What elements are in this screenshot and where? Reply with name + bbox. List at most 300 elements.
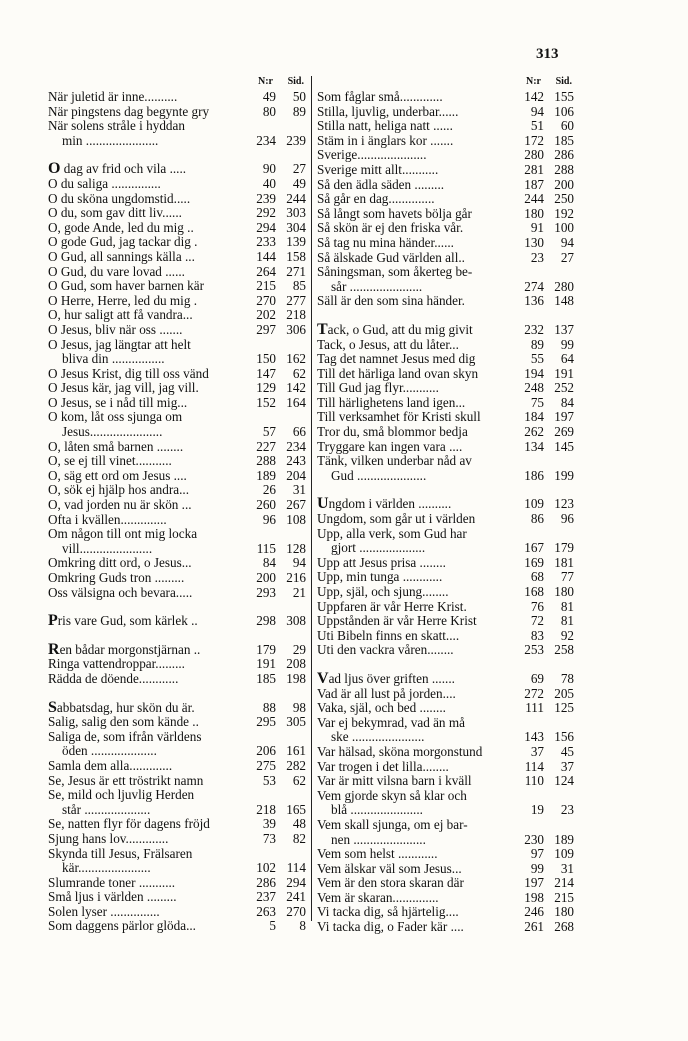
entry-title: O Jesus kär, jag vill, jag vill. [48, 380, 199, 396]
section-initial: T [317, 320, 328, 338]
entry-title: Vem skall sjunga, om ej bar- [317, 816, 468, 832]
entry-sid: 277 [286, 292, 306, 308]
entry-title: Ringa vattendroppar......... [48, 656, 185, 672]
entry-sid: 164 [286, 394, 306, 410]
index-entry [317, 669, 574, 687]
entry-title: O Jesus, bliv när oss ....... [48, 321, 183, 337]
column-divider [311, 76, 312, 921]
index-entry [48, 396, 306, 411]
entry-title: Uti den vackra våren........ [317, 642, 454, 658]
entry-sid: 271 [286, 263, 306, 279]
entry-title: Sabbatsdag, hur skön du är. [48, 698, 195, 716]
index-entry [48, 410, 306, 439]
index-entry [317, 629, 574, 644]
entry-nr: 136 [524, 293, 544, 309]
entry-sid: 31 [560, 860, 574, 876]
entry-title: Ungdom, som går ut i världen [317, 511, 476, 527]
entry-nr: 197 [524, 875, 544, 891]
index-entry [48, 162, 306, 177]
entry-title: Oss välsigna och bevara..... [48, 584, 193, 600]
entry-sid: 185 [554, 132, 574, 148]
index-list-left [48, 90, 306, 934]
index-entry [48, 440, 306, 455]
entry-title: Upp, min tunga ............ [317, 569, 443, 585]
index-entry [317, 818, 574, 847]
entry-sid: 241 [286, 889, 306, 905]
header-nr: N:r [526, 76, 541, 87]
entry-sid: 180 [554, 584, 574, 599]
entry-nr: 147 [256, 365, 276, 381]
index-entry [48, 640, 306, 658]
entry-sid: 197 [554, 409, 574, 425]
entry-nr: 286 [256, 874, 276, 890]
entry-nr: 53 [262, 772, 276, 788]
entry-title-continued: ske ...................... [331, 729, 425, 745]
index-entry [317, 876, 574, 891]
entry-title: O gode Gud, jag tackar dig . [48, 234, 198, 250]
index-entry [317, 512, 574, 527]
index-entry [317, 134, 574, 149]
entry-sid: 114 [286, 860, 306, 876]
entry-sid: 156 [554, 729, 574, 745]
entry-sid: 123 [554, 496, 574, 512]
entry-title: Vem gjorde skyn så klar och [317, 787, 467, 803]
entry-sid: 269 [554, 424, 574, 440]
entry-title: Rädda de döende............ [48, 670, 179, 686]
entry-nr: 134 [524, 438, 544, 454]
index-entry [48, 730, 306, 759]
index-entry [48, 177, 306, 192]
entry-title: Till Gud jag flyr........... [317, 380, 439, 396]
index-entry [48, 483, 306, 498]
index-entry [48, 308, 306, 323]
entry-nr: 40 [262, 175, 276, 191]
entry-title: Till härlighetens land igen... [317, 394, 466, 410]
entry-sid: 165 [286, 801, 306, 817]
index-entry [48, 105, 306, 120]
index-entry [48, 454, 306, 469]
entry-title: O Jesus, se i nåd till mig... [48, 394, 188, 410]
entry-nr: 94 [530, 103, 544, 119]
entry-nr: 185 [256, 670, 276, 686]
index-entry [317, 570, 574, 585]
entry-title: Sverige mitt allt........... [317, 161, 439, 177]
entry-sid: 214 [554, 875, 574, 891]
entry-sid: 60 [560, 118, 574, 134]
index-entry [48, 817, 306, 832]
index-entry [48, 206, 306, 221]
entry-nr: 72 [530, 613, 544, 629]
entry-nr: 198 [524, 889, 544, 905]
entry-title: Upp att Jesus prisa ........ [317, 554, 446, 570]
entry-nr: 233 [256, 234, 276, 250]
index-entry [317, 294, 574, 309]
index-entry [48, 338, 306, 367]
index-list-right [317, 90, 574, 935]
entry-title: O, sök ej hjälp hos andra... [48, 482, 190, 498]
index-entry [48, 498, 306, 513]
entry-title: Var hälsad, sköna morgonstund [317, 743, 483, 759]
entry-sid: 128 [286, 540, 306, 556]
index-entry [48, 715, 306, 730]
entry-sid: 27 [292, 161, 306, 177]
entry-title: Vem är den stora skaran där [317, 875, 464, 891]
index-entry [48, 698, 306, 716]
entry-nr: 144 [256, 248, 276, 264]
entry-sid: 21 [292, 584, 306, 600]
entry-sid: 81 [560, 598, 574, 614]
entry-sid: 304 [286, 219, 306, 235]
entry-nr: 83 [530, 627, 544, 643]
entry-sid: 96 [560, 511, 574, 527]
entry-sid: 161 [286, 743, 306, 759]
entry-title: O, låten små barnen ........ [48, 438, 184, 454]
entry-sid: 64 [560, 351, 574, 367]
index-entry [48, 832, 306, 847]
entry-nr: 179 [256, 641, 276, 657]
entry-title: Uti Bibeln finns en skatt.... [317, 627, 460, 643]
entry-title: O, vad jorden nu är skön ... [48, 497, 192, 513]
entry-nr: 89 [530, 336, 544, 352]
section-initial: O [48, 160, 61, 178]
index-entry [317, 497, 574, 512]
header-nr: N:r [258, 76, 273, 87]
entry-title: Omkring Guds tron ......... [48, 570, 185, 585]
entry-title: O, gode Ande, led du mig .. [48, 219, 194, 235]
entry-title: Säll är den som sina händer. [317, 293, 465, 309]
index-entry [48, 235, 306, 250]
entry-nr: 76 [530, 598, 544, 614]
entry-nr: 295 [256, 714, 276, 730]
entry-sid: 216 [286, 570, 306, 585]
section-gap [48, 687, 306, 701]
entry-sid: 244 [286, 190, 306, 206]
entry-nr: 49 [262, 89, 276, 104]
index-entry [317, 352, 574, 367]
entry-sid: 280 [554, 278, 574, 294]
entry-title: Så skön är ej den friska vår. [317, 220, 464, 236]
entry-sid: 124 [554, 773, 574, 789]
entry-sid: 29 [292, 641, 306, 657]
entry-nr: 80 [262, 103, 276, 119]
entry-sid: 125 [554, 700, 574, 716]
entry-nr: 152 [256, 394, 276, 410]
entry-nr: 99 [530, 860, 544, 876]
entry-title: O, se ej till vinet........... [48, 453, 172, 469]
entry-sid: 49 [292, 175, 306, 191]
entry-title: Slumrande toner ........... [48, 874, 176, 890]
entry-title: Stäm in i änglars kor ....... [317, 132, 454, 148]
index-entry [48, 876, 306, 891]
entry-title: Till det härliga land ovan skyn [317, 365, 479, 381]
entry-nr: 281 [524, 161, 544, 177]
entry-title-continued: blå ...................... [331, 802, 423, 818]
entry-nr: 73 [262, 830, 276, 846]
entry-sid: 162 [286, 351, 306, 367]
entry-nr: 26 [262, 482, 276, 498]
entry-nr: 19 [530, 802, 544, 818]
entry-title: Tack, o Jesus, att du låter... [317, 336, 459, 352]
index-entry [48, 586, 306, 601]
entry-nr: 186 [524, 467, 544, 483]
index-entry [317, 454, 574, 483]
entry-title: Pris vare Gud, som kärlek .. [48, 612, 198, 630]
entry-sid: 94 [292, 555, 306, 571]
entry-title: O du saliga ............... [48, 175, 161, 191]
entry-title: Uppfaren är vår Herre Krist. [317, 598, 467, 614]
entry-title: Ren bådar morgonstjärnan .. [48, 640, 201, 658]
entry-nr: 110 [524, 773, 544, 789]
index-entry [317, 920, 574, 935]
index-entry [48, 250, 306, 265]
entry-nr: 111 [525, 700, 544, 716]
entry-title: Ungdom i världen .......... [317, 495, 452, 513]
entry-title: Sverige..................... [317, 147, 427, 163]
entry-title-continued: står .................... [62, 801, 151, 817]
entry-nr: 57 [262, 424, 276, 440]
index-entry [317, 367, 574, 382]
entry-title: Vad ljus över griften ....... [317, 669, 455, 687]
entry-nr: 264 [256, 263, 276, 279]
entry-nr: 109 [524, 496, 544, 512]
entry-title-continued: öden .................... [62, 743, 157, 759]
entry-nr: 37 [530, 743, 544, 759]
index-entry [317, 178, 574, 193]
entry-title: Saliga de, som ifrån världens [48, 728, 202, 744]
entry-sid: 306 [286, 321, 306, 337]
entry-sid: 200 [554, 176, 574, 192]
entry-title: Vi tacka dig, så hjärtelig.... [317, 904, 459, 920]
index-entry [317, 585, 574, 600]
entry-nr: 288 [256, 453, 276, 469]
index-entry [48, 221, 306, 236]
index-entry [48, 513, 306, 528]
index-entry [48, 774, 306, 789]
index-entry [317, 760, 574, 775]
entry-sid: 148 [554, 293, 574, 309]
entry-title: Skynda till Jesus, Frälsaren [48, 845, 193, 861]
entry-title-continued: kär...................... [62, 860, 151, 876]
entry-title: Vaka, själ, och bed ........ [317, 700, 446, 716]
entry-sid: 294 [286, 874, 306, 890]
entry-sid: 89 [292, 103, 306, 119]
entry-title: Tror du, små blommor bedja [317, 424, 468, 440]
index-entry [317, 221, 574, 236]
entry-nr: 55 [530, 351, 544, 367]
entry-title: Så tag nu mina händer...... [317, 234, 454, 250]
entry-nr: 86 [530, 511, 544, 527]
entry-title: O Gud, all sannings källa ... [48, 248, 195, 264]
index-entry [48, 119, 306, 148]
entry-title-continued: vill...................... [62, 540, 153, 556]
entry-nr: 102 [256, 860, 276, 876]
entry-sid: 77 [560, 569, 574, 585]
index-entry [48, 527, 306, 556]
page-number: 313 [536, 46, 559, 62]
entry-sid: 109 [554, 846, 574, 862]
entry-nr: 172 [524, 132, 544, 148]
entry-title: Var trogen i det lilla........ [317, 758, 449, 774]
entry-nr: 260 [256, 497, 276, 513]
entry-nr: 130 [524, 234, 544, 250]
entry-sid: 85 [292, 278, 306, 294]
index-entry [317, 527, 574, 556]
index-entry [317, 745, 574, 760]
entry-sid: 189 [554, 831, 574, 847]
entry-nr: 143 [524, 729, 544, 745]
index-entry [48, 367, 306, 382]
entry-title-continued: Gud ..................... [331, 467, 427, 483]
entry-title: Salig, salig den som kände .. [48, 714, 199, 730]
entry-title: Små ljus i världen ......... [48, 889, 177, 905]
entry-nr: 189 [256, 467, 276, 483]
entry-nr: 167 [524, 540, 544, 556]
entry-title: Omkring ditt ord, o Jesus... [48, 555, 192, 571]
entry-sid: 158 [286, 248, 306, 264]
entry-sid: 270 [286, 903, 306, 919]
index-entry [317, 701, 574, 716]
index-entry [48, 294, 306, 309]
entry-nr: 69 [530, 670, 544, 686]
entry-sid: 48 [292, 816, 306, 832]
index-entry [48, 571, 306, 586]
entry-sid: 288 [554, 161, 574, 177]
entry-nr: 206 [256, 743, 276, 759]
entry-title: Så älskade Gud världen all.. [317, 249, 465, 265]
index-entry [317, 600, 574, 615]
index-entry [48, 672, 306, 687]
entry-nr: 230 [524, 831, 544, 847]
entry-sid: 208 [286, 656, 306, 672]
entry-nr: 115 [256, 540, 276, 556]
index-column-left [48, 76, 306, 934]
entry-title: När pingstens dag begynte gry [48, 103, 210, 119]
entry-title: Upp, själ, och sjung........ [317, 584, 449, 599]
entry-sid: 252 [554, 380, 574, 396]
section-gap [48, 629, 306, 643]
entry-nr: 150 [256, 351, 276, 367]
entry-title: O Herre, Herre, led du mig . [48, 292, 198, 308]
section-initial: S [48, 698, 57, 716]
entry-nr: 248 [524, 380, 544, 396]
entry-sid: 234 [286, 438, 306, 454]
entry-nr: 91 [530, 220, 544, 236]
index-entry [48, 381, 306, 396]
index-entry [48, 265, 306, 280]
entry-title: Om någon till ont mig locka [48, 526, 198, 542]
entry-sid: 106 [554, 103, 574, 119]
entry-title: Som daggens pärlor glöda... [48, 918, 196, 934]
entry-sid: 99 [560, 336, 574, 352]
entry-title: O du sköna ungdomstid..... [48, 190, 191, 206]
index-entry [317, 425, 574, 440]
entry-nr: 96 [262, 511, 276, 527]
entry-nr: 75 [530, 394, 544, 410]
entry-sid: 94 [560, 234, 574, 250]
entry-sid: 205 [554, 685, 574, 701]
entry-nr: 262 [524, 424, 544, 440]
entry-nr: 184 [524, 409, 544, 425]
entry-sid: 100 [554, 220, 574, 236]
header-sid: Sid. [287, 76, 304, 87]
entry-title: Till verksamhet för Kristi skull [317, 409, 481, 425]
entry-title: Upp, alla verk, som Gud har [317, 525, 467, 541]
entry-title: Stilla natt, heliga natt ...... [317, 118, 453, 134]
entry-nr: 232 [524, 321, 544, 337]
entry-title: Se, Jesus är ett tröstrikt namn [48, 772, 204, 788]
entry-title: Såningsman, som åkerteg be- [317, 264, 473, 280]
entry-title: Vad är all lust på jorden.... [317, 685, 456, 701]
entry-sid: 37 [560, 758, 574, 774]
entry-sid: 180 [554, 904, 574, 920]
entry-title-continued: nen ...................... [331, 831, 426, 847]
index-entry [317, 236, 574, 251]
entry-sid: 218 [286, 307, 306, 323]
entry-nr: 253 [524, 642, 544, 658]
index-entry [317, 847, 574, 862]
entry-nr: 97 [530, 846, 544, 862]
entry-nr: 270 [256, 292, 276, 308]
index-entry [317, 105, 574, 120]
entry-sid: 142 [286, 380, 306, 396]
index-entry [317, 440, 574, 455]
entry-title: Var är mitt vilsna barn i kväll [317, 773, 472, 789]
index-entry [317, 396, 574, 411]
index-entry [317, 891, 574, 906]
entry-title: Var ej bekymrad, vad än må [317, 714, 465, 730]
index-entry [317, 862, 574, 877]
entry-nr: 272 [524, 685, 544, 701]
entry-sid: 82 [292, 830, 306, 846]
entry-title: Vem är skaran.............. [317, 889, 439, 905]
entry-nr: 90 [262, 161, 276, 177]
entry-title: Så går en dag.............. [317, 191, 435, 207]
entry-sid: 84 [560, 394, 574, 410]
entry-sid: 250 [554, 191, 574, 207]
index-entry [317, 381, 574, 396]
entry-title: Stilla, ljuvlig, underbar...... [317, 103, 459, 119]
entry-title: O du, som gav ditt liv...... [48, 205, 182, 221]
entry-sid: 258 [554, 642, 574, 658]
entry-title: O Gud, som haver barnen kär [48, 278, 205, 294]
entry-nr: 297 [256, 321, 276, 337]
entry-nr: 191 [256, 656, 276, 672]
entry-title: Vem älskar väl som Jesus... [317, 860, 462, 876]
entry-sid: 62 [292, 772, 306, 788]
index-column-right [317, 76, 574, 935]
index-entry [48, 657, 306, 672]
entry-sid: 181 [554, 554, 574, 570]
entry-nr: 180 [524, 205, 544, 221]
index-entry [317, 119, 574, 134]
entry-nr: 261 [524, 919, 544, 935]
entry-sid: 308 [286, 613, 306, 629]
entry-sid: 267 [286, 497, 306, 513]
entry-nr: 68 [530, 569, 544, 585]
entry-nr: 202 [256, 307, 276, 323]
entry-nr: 294 [256, 219, 276, 235]
entry-sid: 179 [554, 540, 574, 556]
index-entry [317, 265, 574, 294]
index-entry [317, 643, 574, 658]
section-initial: P [48, 612, 58, 630]
entry-nr: 298 [256, 613, 276, 629]
entry-title: Tryggare kan ingen vara .... [317, 438, 463, 454]
entry-nr: 239 [256, 190, 276, 206]
index-entry [48, 323, 306, 338]
index-entry [317, 614, 574, 629]
entry-sid: 137 [554, 321, 574, 337]
